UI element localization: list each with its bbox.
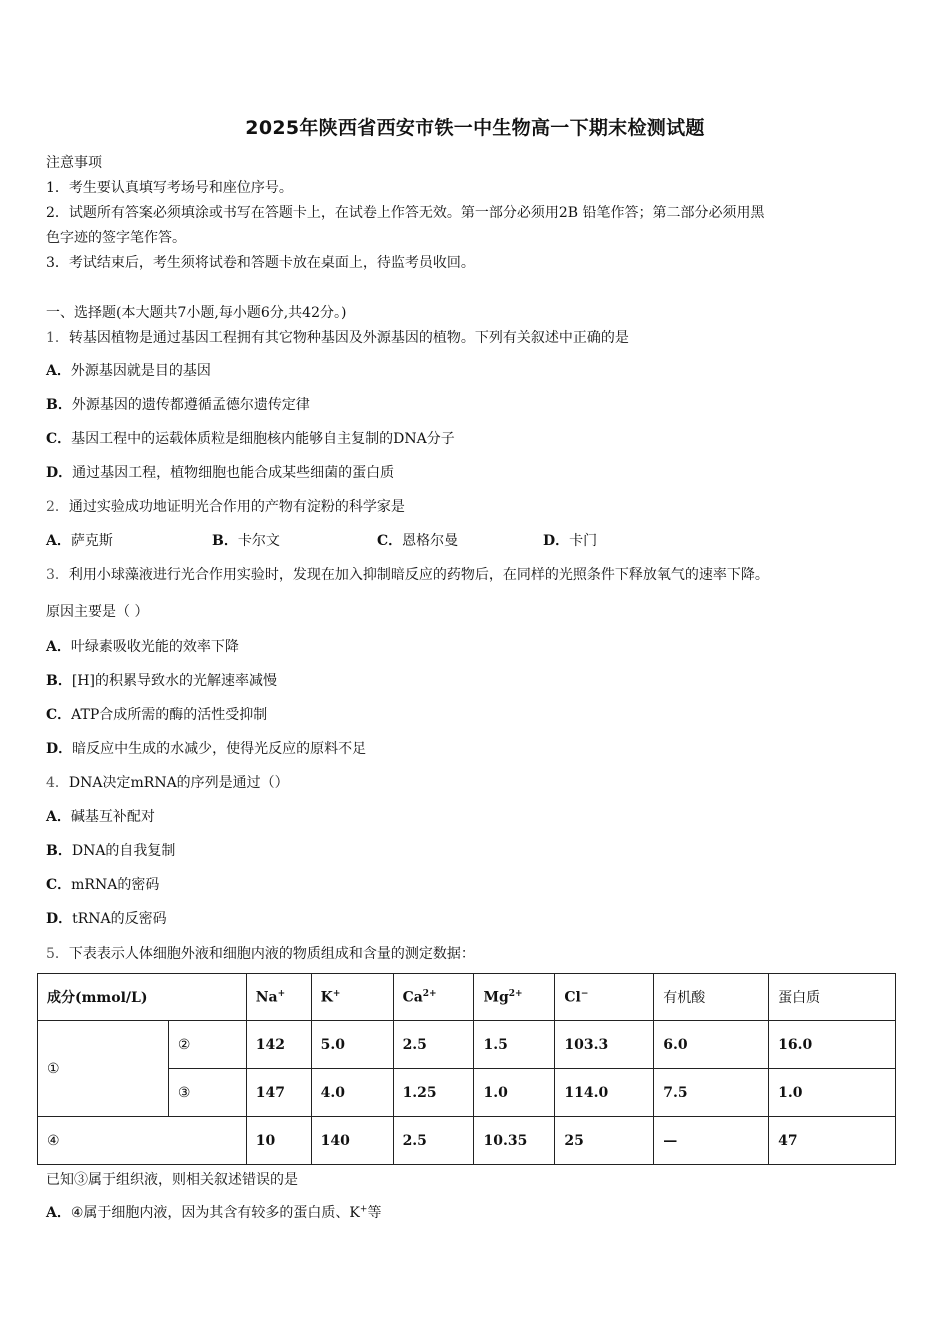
option-label: D． xyxy=(46,911,73,927)
option-text: 卡尔文 xyxy=(237,533,280,549)
option-label: B． xyxy=(46,397,72,413)
header-cell: K+ xyxy=(311,974,393,1021)
q3-option-d xyxy=(46,738,366,758)
table-row xyxy=(38,1117,896,1165)
q4-option-d xyxy=(46,908,167,928)
q2-option-d xyxy=(543,530,597,550)
row-label-cell: ④ xyxy=(38,1117,247,1165)
row-label-cell: ③ xyxy=(168,1069,246,1117)
question-4 xyxy=(46,772,289,792)
table-row xyxy=(38,1021,896,1069)
table-cell: 10 xyxy=(246,1117,311,1165)
q5-after-text: 已知③属于组织液，则相关叙述错误的是 xyxy=(46,1172,298,1188)
table-cell: 2.5 xyxy=(393,1117,474,1165)
option-sup: + xyxy=(359,1204,368,1215)
header-cell: 蛋白质 xyxy=(769,974,896,1021)
question-2 xyxy=(46,496,405,516)
header-cell: Cl− xyxy=(555,974,654,1021)
notice-item-3: 3．考试结束后，考生须将试卷和答题卡放在桌面上，待监考员收回。 xyxy=(46,255,475,271)
option-text: 外源基因的遗传都遵循孟德尔遗传定律 xyxy=(71,397,310,413)
header-cell: $Mg^{2+}$ xyxy=(474,974,555,1021)
group-label-cell: ① xyxy=(38,1021,169,1117)
question-number: 5． xyxy=(46,946,69,962)
table-cell: 140 xyxy=(311,1117,393,1165)
table-cell: 1.0 xyxy=(474,1069,555,1117)
table-cell: 47 xyxy=(769,1117,896,1165)
q1-option-a xyxy=(46,360,211,380)
section-heading: 一、选择题(本大题共7小题,每小题6分,共42分。) xyxy=(46,305,347,321)
option-label: C． xyxy=(46,707,72,723)
question-text: 转基因植物是通过基因工程拥有其它物种基因及外源基因的植物。下列有关叙述中正确的是 xyxy=(68,330,629,346)
option-text: ④属于细胞内液，因为其含有较多的蛋白质、K xyxy=(70,1205,360,1221)
option-label: D． xyxy=(46,465,73,481)
q4-option-a xyxy=(46,806,155,826)
notice-heading: 注意事项 xyxy=(46,155,102,171)
table-cell: 16.0 xyxy=(769,1021,896,1069)
table-cell: 6.0 xyxy=(654,1021,769,1069)
table-cell: 1.5 xyxy=(474,1021,555,1069)
option-label: D． xyxy=(46,741,73,757)
option-label: A． xyxy=(46,363,71,379)
q2-option-b xyxy=(212,530,280,550)
table-header-row xyxy=(38,974,896,1021)
q1-option-d xyxy=(46,462,394,482)
question-number: 3． xyxy=(46,567,69,583)
question-number: 4． xyxy=(46,775,69,791)
page-title: 2025年陕西省西安市铁一中生物高一下期末检测试题 xyxy=(245,117,705,139)
table-cell: 4.0 xyxy=(311,1069,393,1117)
table-cell: 1.25 xyxy=(393,1069,474,1117)
header-cell: Na+ xyxy=(246,974,311,1021)
table-cell: — xyxy=(654,1117,769,1165)
composition-table xyxy=(37,973,896,1165)
q1-option-b xyxy=(46,394,310,414)
question-text: DNA决定mRNA的序列是通过（） xyxy=(68,775,289,791)
option-label: A． xyxy=(46,1205,71,1221)
option-text: 叶绿素吸收光能的效率下降 xyxy=(70,639,239,655)
table-cell: 10.35 xyxy=(474,1117,555,1165)
q2-option-a xyxy=(46,530,113,550)
q3-option-c xyxy=(46,704,267,724)
option-text: DNA的自我复制 xyxy=(71,843,176,859)
table-cell: 2.5 xyxy=(393,1021,474,1069)
option-label: B． xyxy=(46,673,72,689)
notice-item-2-cont: 色字迹的签字笔作答。 xyxy=(46,230,186,246)
question-text: 下表表示人体细胞外液和细胞内液的物质组成和含量的测定数据： xyxy=(68,946,475,962)
option-label: C． xyxy=(46,877,72,893)
q2-options xyxy=(46,530,746,550)
row-label-cell: ② xyxy=(168,1021,246,1069)
q3-option-a xyxy=(46,636,239,656)
question-1 xyxy=(46,327,629,347)
option-text: 萨克斯 xyxy=(70,533,113,549)
option-text: 通过基因工程，植物细胞也能合成某些细菌的蛋白质 xyxy=(72,465,395,481)
option-text: [H]的积累导致水的光解速率减慢 xyxy=(71,673,277,689)
option-label: B． xyxy=(46,843,72,859)
option-text: mRNA的密码 xyxy=(71,877,160,893)
table-cell: 7.5 xyxy=(654,1069,769,1117)
question-5 xyxy=(46,943,475,963)
question-3-cont: 原因主要是（ ） xyxy=(46,604,149,620)
option-label: A． xyxy=(46,639,71,655)
q4-option-c xyxy=(46,874,159,894)
q1-option-c xyxy=(46,428,455,448)
question-text: 利用小球藻液进行光合作用实验时，发现在加入抑制暗反应的药物后，在同样的光照条件下释放氧气的速率下降。 xyxy=(68,567,769,583)
question-text: 通过实验成功地证明光合作用的产物有淀粉的科学家是 xyxy=(68,499,405,515)
q4-option-b xyxy=(46,840,175,860)
question-3 xyxy=(46,564,769,584)
option-label: A． xyxy=(46,533,71,549)
question-number: 2． xyxy=(46,499,69,515)
option-label: A． xyxy=(46,809,71,825)
option-tail: 等 xyxy=(367,1205,382,1221)
option-text: 暗反应中生成的水减少，使得光反应的原料不足 xyxy=(72,741,367,757)
option-text: 卡门 xyxy=(569,533,598,549)
question-number: 1． xyxy=(46,330,69,346)
q5-option-a xyxy=(46,1202,381,1222)
option-label: C． xyxy=(46,431,72,447)
q3-option-b xyxy=(46,670,277,690)
q2-option-c xyxy=(377,530,458,550)
notice-item-1: 1．考生要认真填写考场号和座位序号。 xyxy=(46,180,293,196)
option-text: tRNA的反密码 xyxy=(72,911,167,927)
notice-item-2: 2．试题所有答案必须填涂或书写在答题卡上，在试卷上作答无效。第一部分必须用2B 铅笔作答；第二部分必须用黑 xyxy=(46,205,765,221)
table-cell: 142 xyxy=(246,1021,311,1069)
option-text: 恩格尔曼 xyxy=(402,533,459,549)
option-label: D． xyxy=(543,533,570,549)
option-label: B． xyxy=(212,533,238,549)
table-cell: 1.0 xyxy=(769,1069,896,1117)
table-cell: 5.0 xyxy=(311,1021,393,1069)
header-cell: $Ca^{2+}$ xyxy=(393,974,474,1021)
option-text: 基因工程中的运载体质粒是细胞核内能够自主复制的DNA分子 xyxy=(71,431,455,447)
header-cell: 有机酸 xyxy=(654,974,769,1021)
header-cell: 成分(mmol/L) xyxy=(38,974,247,1021)
table-cell: 103.3 xyxy=(555,1021,654,1069)
table-cell: 147 xyxy=(246,1069,311,1117)
table-cell: 114.0 xyxy=(555,1069,654,1117)
table-cell: 25 xyxy=(555,1117,654,1165)
option-text: ATP合成所需的酶的活性受抑制 xyxy=(71,707,268,723)
option-text: 碱基互补配对 xyxy=(70,809,155,825)
option-text: 外源基因就是目的基因 xyxy=(70,363,211,379)
option-label: C． xyxy=(377,533,403,549)
